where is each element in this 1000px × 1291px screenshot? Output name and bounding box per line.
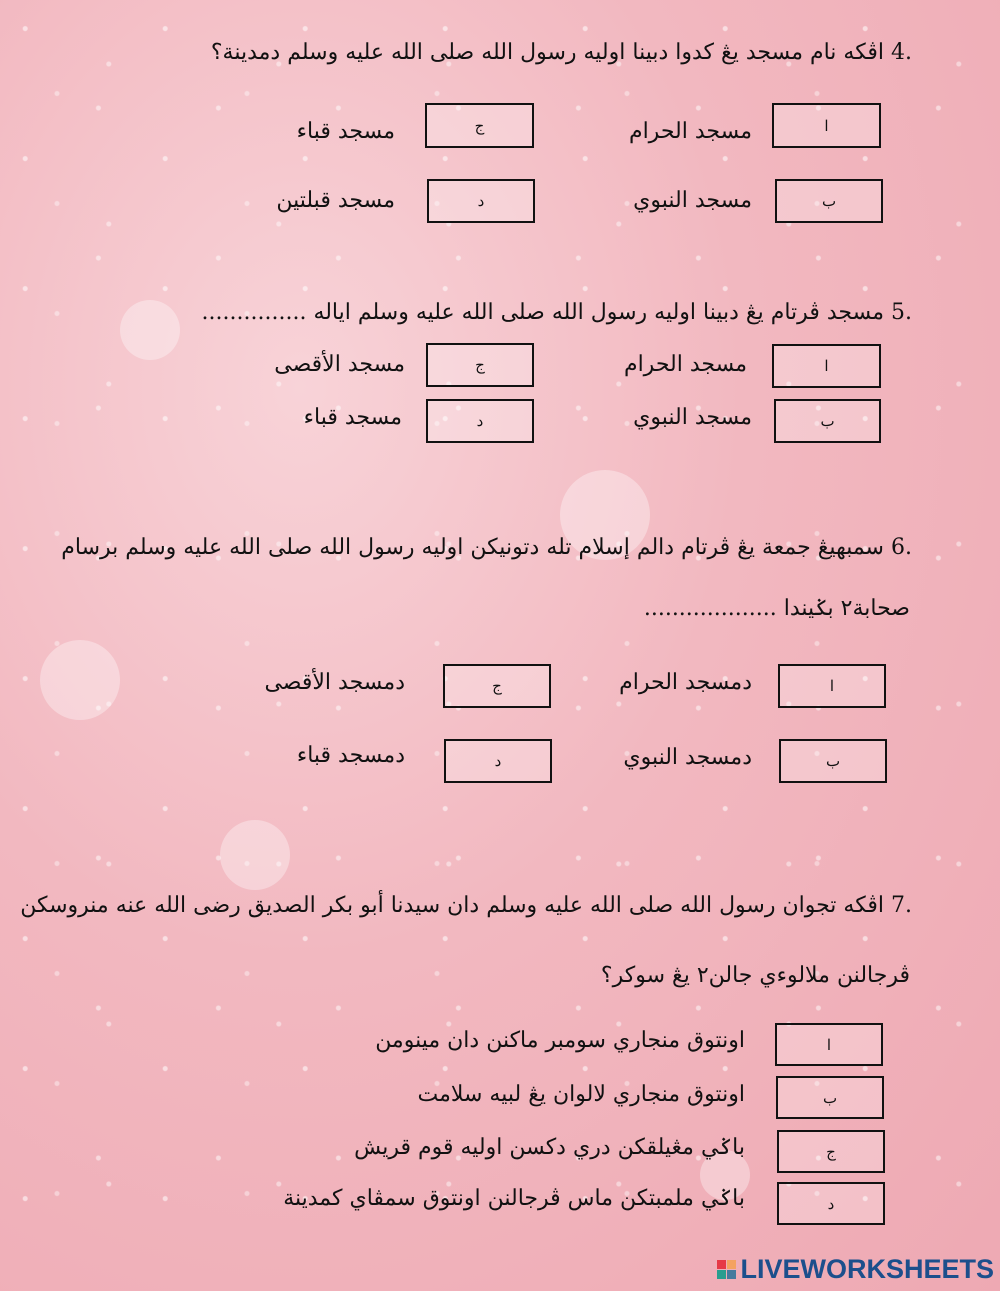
question-text: مسجد ڤرتام يڠ دبينا اوليه رسول الله صلى الله عليه وسلم اياله ............... [201,300,884,325]
option-letter: ب [825,752,841,770]
question-7-line-2: ڤرجالنن ملالوءي جالن٢ يڠ سوكر؟ [600,963,910,988]
option-label-c: دمسجد الأقصى [264,670,405,695]
option-letter: ب [821,192,837,210]
option-letter: ج [475,356,485,374]
logo-square [717,1260,726,1269]
option-label-b: دمسجد النبوي [623,745,752,770]
question-number: 5. [891,300,912,325]
option-box-c[interactable] [777,1130,885,1173]
option-label-a: دمسجد الحرام [619,670,752,695]
option-label-a: مسجد الحرام [628,119,752,144]
brand-name: LIVEWORKSHEETS [740,1254,994,1284]
option-label-a: مسجد الحرام [623,352,747,377]
liveworksheets-logo[interactable] [717,1254,994,1285]
option-letter: ج [826,1142,836,1161]
option-letter: ا [829,677,835,695]
option-label-a: اونتوق منجاري سومبر ماكنن دان مينومن [375,1028,745,1053]
question-7-line-1 [20,893,912,918]
background-sparkle [40,640,120,720]
option-label-b: مسجد النبوي [633,188,752,213]
logo-square [727,1270,736,1279]
question-text: سمبهيڠ جمعة يڠ ڤرتام دالم إسلام تله دتونيكن اوليه رسول الله صلى الله عليه وسلم برسام [61,535,884,560]
option-letter: ب [822,1088,838,1107]
option-box-a[interactable] [772,103,881,148]
question-number: 6. [891,535,912,560]
option-label-d: مسجد قباء [303,405,402,430]
option-box-c[interactable] [425,103,534,148]
option-box-d[interactable] [777,1182,885,1225]
option-letter: ا [824,116,829,135]
question-text: اڤكه تجوان رسول الله صلى الله عليه وسلم دان سيدنا أبو بكر الصديق رضى الله عنه منروسكن [20,893,884,918]
option-box-c[interactable] [443,664,551,708]
option-box-b[interactable] [774,399,881,443]
option-box-a[interactable] [778,664,886,708]
question-text: اڤكه نام مسجد يڠ كدوا دبينا اوليه رسول الله صلى الله عليه وسلم دمدينة؟ [210,40,884,65]
question-number: 4. [891,40,912,65]
option-box-b[interactable] [775,179,883,223]
option-box-b[interactable] [779,739,887,783]
option-box-d[interactable] [426,399,534,443]
option-letter: ا [826,1035,832,1054]
option-label-c: باݢي مڠيلقكن دري دكسن اوليه قوم قريش [354,1135,745,1160]
option-letter: ب [820,412,835,430]
option-label-d: باݢي ملمبتكن ماس ڤرجالنن اونتوق سمڤاي كمدينة [283,1186,745,1211]
option-box-c[interactable] [426,343,534,387]
option-label-c: مسجد الأقصى [274,352,405,377]
option-box-b[interactable] [776,1076,884,1119]
question-5 [202,300,912,325]
option-label-d: دمسجد قباء [296,743,405,768]
option-letter: د [477,192,485,210]
logo-mark-icon [717,1260,736,1279]
option-letter: د [494,752,502,770]
option-box-d[interactable] [427,179,535,223]
question-number: 7. [891,893,912,918]
option-box-a[interactable] [775,1023,883,1066]
question-6-line-2: صحابة٢ بݢيندا ................... [643,596,910,621]
option-letter: ا [824,357,829,375]
background-sparkle [220,820,290,890]
background-sparkle [120,300,180,360]
logo-square [717,1270,726,1279]
option-label-c: مسجد قباء [296,119,395,144]
question-6-line-1 [61,535,912,560]
option-box-a[interactable] [772,344,881,388]
option-label-b: اونتوق منجاري لالوان يڠ لبيه سلامت [417,1082,745,1107]
option-letter: ج [474,116,485,135]
option-letter: د [827,1194,835,1213]
option-label-d: مسجد قبلتين [276,188,395,213]
option-letter: ج [492,677,502,695]
option-label-b: مسجد النبوي [633,405,752,430]
logo-square [727,1260,736,1269]
option-letter: د [476,412,484,430]
option-box-d[interactable] [444,739,552,783]
question-4 [211,40,912,65]
